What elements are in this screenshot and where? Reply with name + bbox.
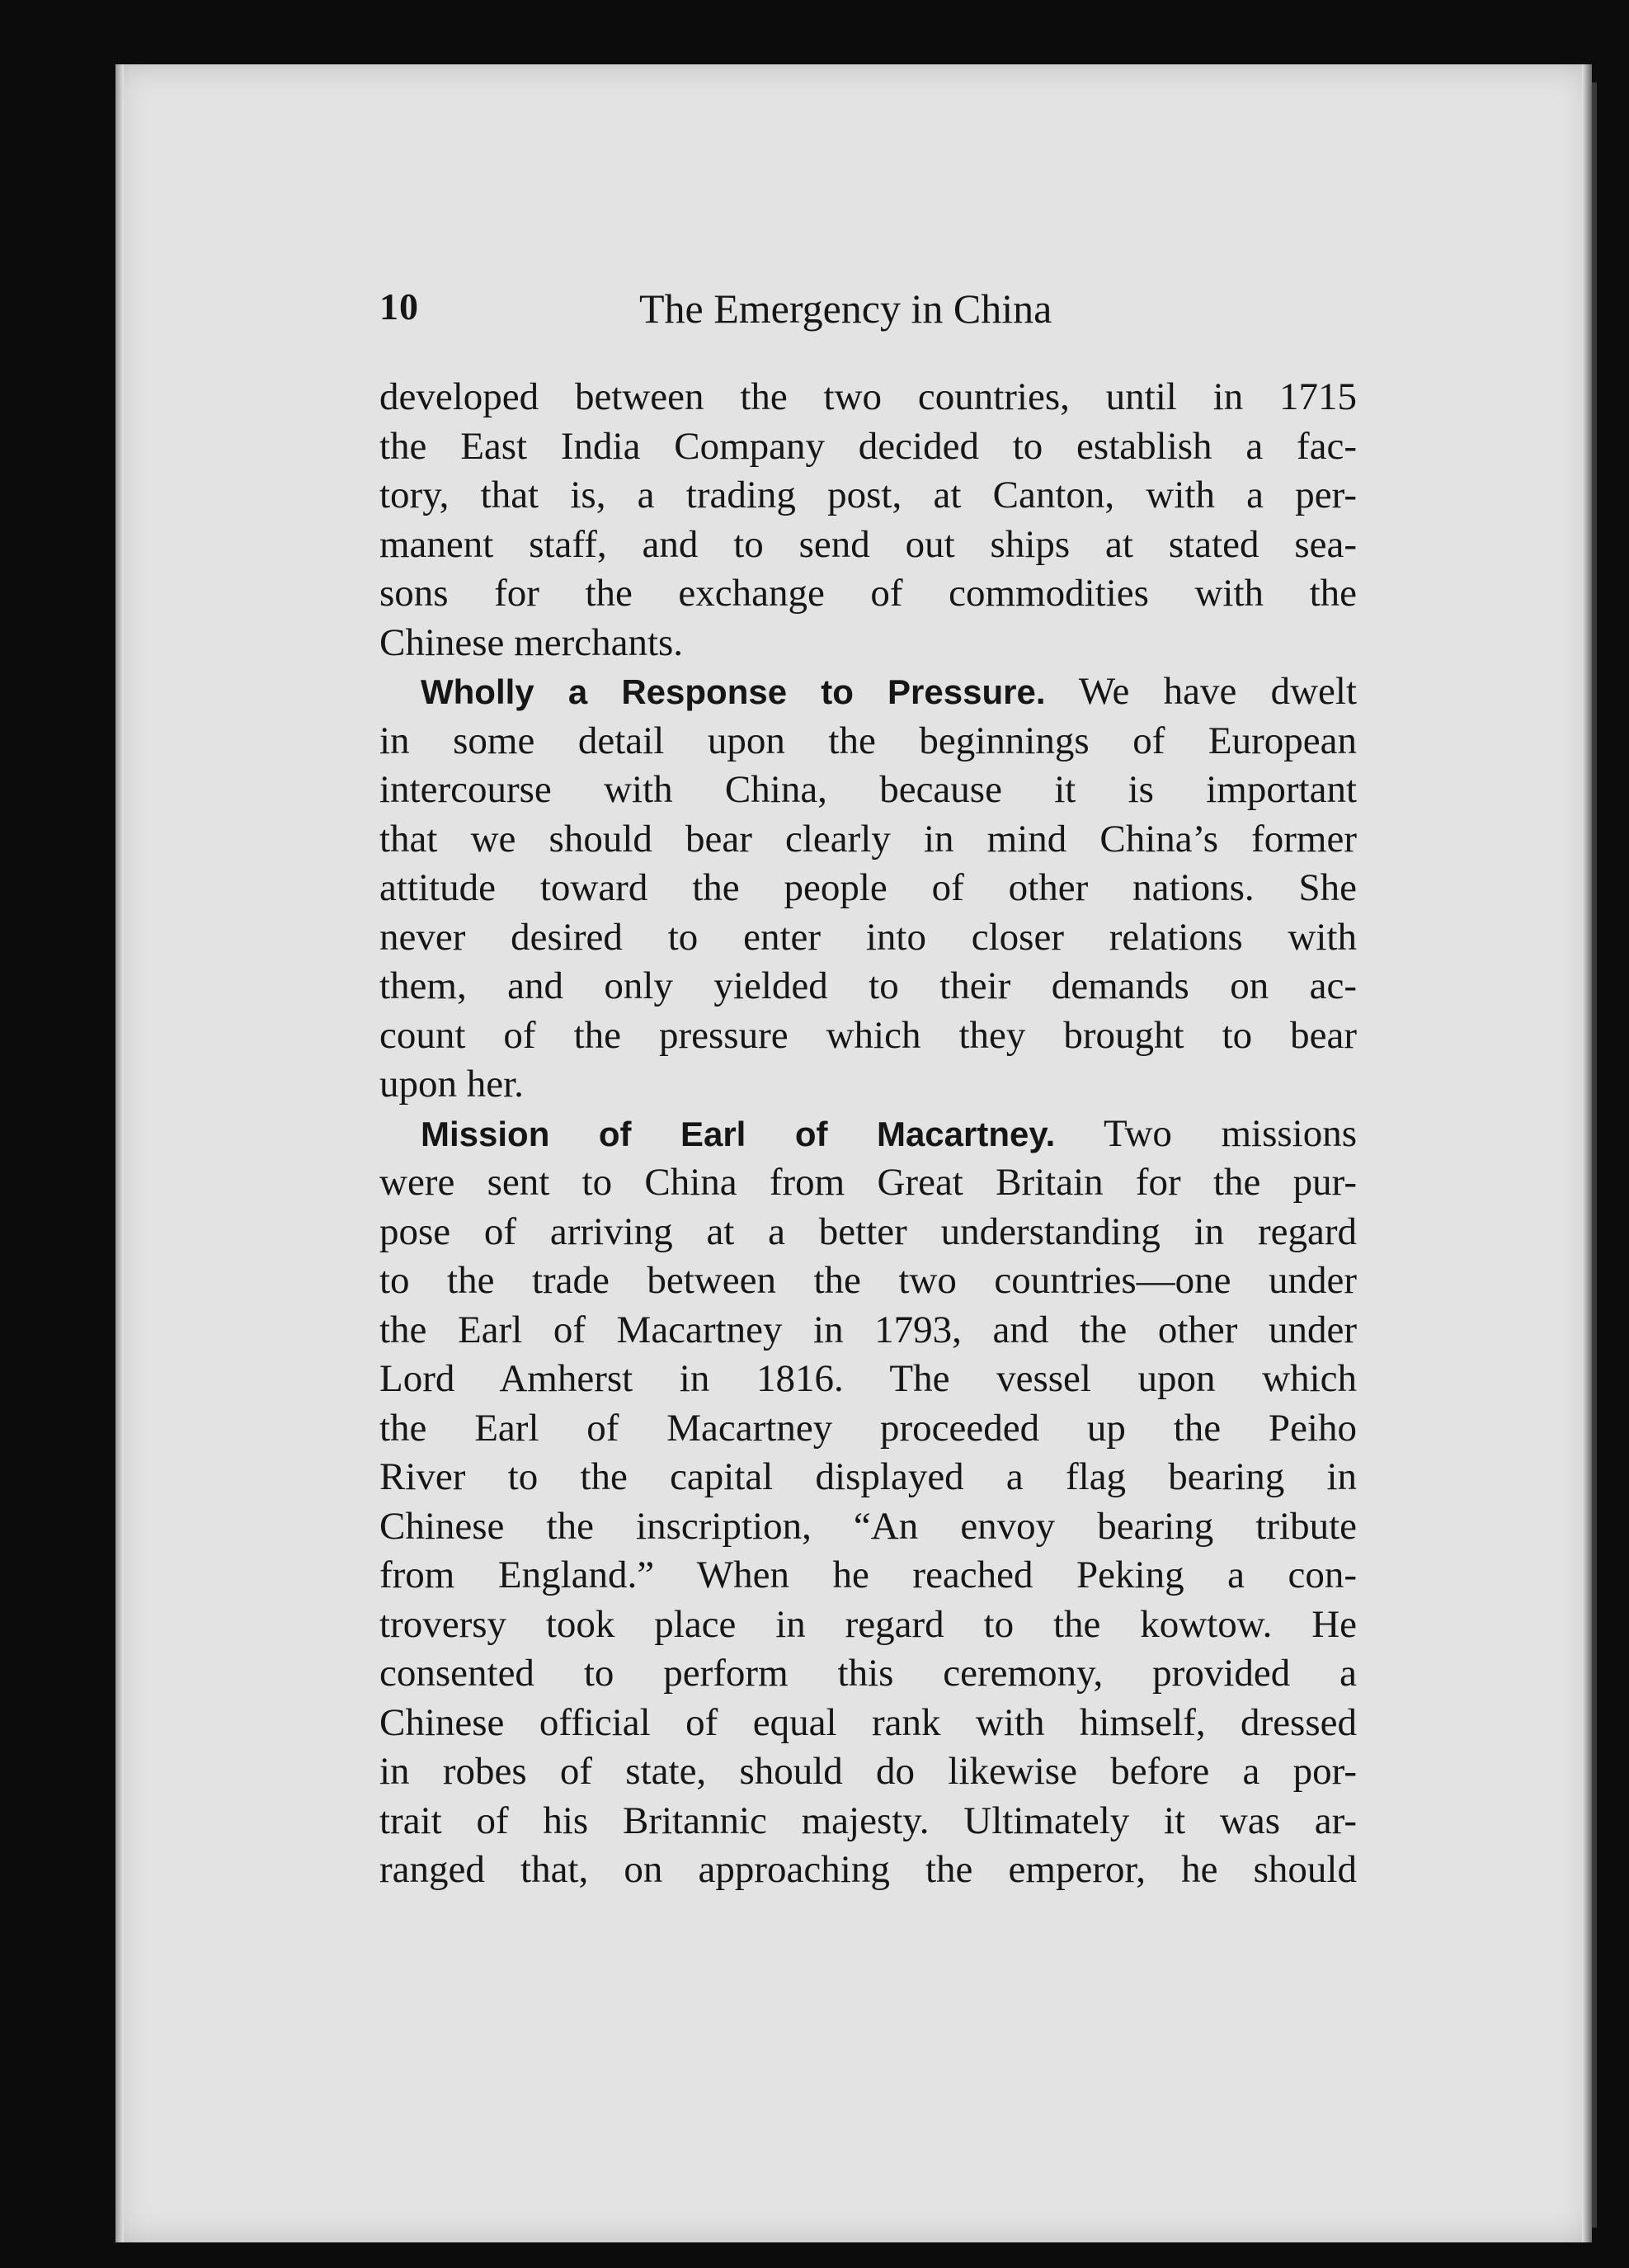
text-run: We have dwelt <box>1078 670 1357 713</box>
page-right-edge <box>1582 64 1592 2242</box>
text-line: tory, that is, a trading post, at Canton, with a per- <box>379 474 1357 516</box>
text-line: consented to perform this ceremony, provided a <box>379 1652 1357 1695</box>
text-line: trait of his Britannic majesty. Ultimately it was ar- <box>379 1799 1357 1842</box>
text-line: ranged that, on approaching the emperor, he should <box>379 1848 1357 1891</box>
body-text <box>379 373 1357 1895</box>
text-line: pose of arriving at a better understanding in regard <box>379 1209 1357 1253</box>
text-line: troversy took place in regard to the kowtow. He <box>379 1602 1357 1646</box>
text-line: from England.” When he reached Peking a con- <box>379 1554 1357 1596</box>
text-line: River to the capital displayed a flag bearing in <box>379 1455 1357 1498</box>
text-line: the Earl of Macartney in 1793, and the other under <box>379 1308 1357 1351</box>
text-line: that we should bear clearly in mind China’s former <box>379 817 1357 861</box>
side-heading: Wholly a Response to Pressure. <box>421 672 1046 711</box>
text-line: developed between the two countries, until in 1715 <box>379 375 1357 418</box>
text-line: to the trade between the two countries—one under <box>379 1259 1357 1302</box>
text-line: never desired to enter into closer relations with <box>379 915 1357 959</box>
text-line: upon her. <box>379 1063 524 1106</box>
text-line: intercourse with China, because it is important <box>379 768 1357 811</box>
side-heading: Mission of Earl of Macartney. <box>421 1114 1056 1153</box>
text-line: Chinese merchants. <box>379 620 684 664</box>
paragraph-first-line <box>379 1110 1357 1159</box>
text-line: in some detail upon the beginnings of European <box>379 719 1357 762</box>
page-left-edge <box>115 64 124 2242</box>
text-line: them, and only yielded to their demands on ac- <box>379 964 1357 1007</box>
running-title: The Emergency in China <box>639 285 1052 332</box>
text-line: Lord Amherst in 1816. The vessel upon which <box>379 1357 1357 1400</box>
book-gutter <box>1592 83 1597 2228</box>
text-line: sons for the exchange of commodities with the <box>379 572 1357 615</box>
text-line: manent staff, and to send out ships at stated sea- <box>379 522 1357 566</box>
text-line: count of the pressure which they brought to bear <box>379 1013 1357 1057</box>
text-line: the Earl of Macartney proceeded up the Peiho <box>379 1406 1357 1450</box>
paragraph-first-line <box>379 667 1357 717</box>
text-line: Chinese official of equal rank with himself, dressed <box>379 1700 1357 1744</box>
text-line: were sent to China from Great Britain for the pur- <box>379 1161 1357 1204</box>
page-number: 10 <box>379 285 419 328</box>
text-line: attitude toward the people of other nations. She <box>379 866 1357 909</box>
running-head <box>379 285 1361 351</box>
text-line: the East India Company decided to establish a fac- <box>379 424 1357 468</box>
text-line: in robes of state, should do likewise before a por- <box>379 1750 1357 1793</box>
text-line: Chinese the inscription, “An envoy bearing tribute <box>379 1504 1357 1548</box>
text-run: Two missions <box>1104 1111 1357 1155</box>
